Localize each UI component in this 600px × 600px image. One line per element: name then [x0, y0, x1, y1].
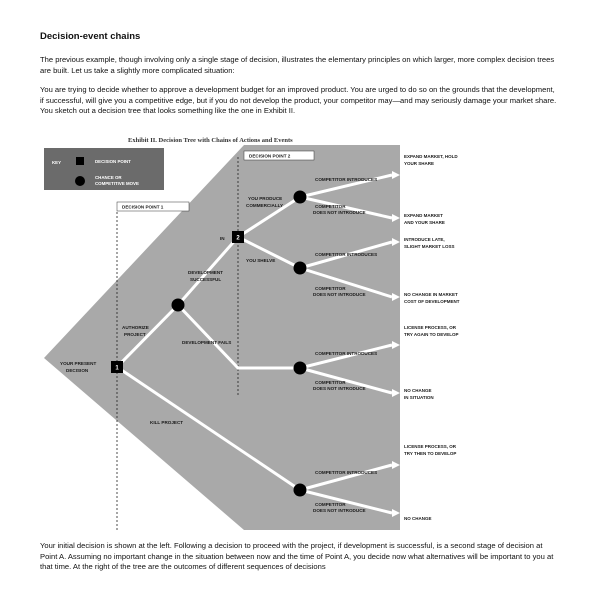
kill-project-label: KILL PROJECT	[150, 420, 184, 425]
authorize-project-label: AUTHORIZE	[122, 325, 149, 330]
competitor-not-label-2b: DOES NOT INTRODUCE	[313, 292, 366, 297]
decision-point-2-label: DECISION POINT 2	[249, 153, 291, 159]
key-chance-label: CHANCE OR	[95, 175, 122, 180]
decision-point-1-label: DECISION POINT 1	[122, 204, 164, 210]
chance-circle-icon	[75, 176, 85, 186]
paragraph-scenario: You are trying to decide whether to approve a development budget for an improved product. You are urged to do so on the grounds that the development, if successful, will give you a competitive edge, but if you do not develop the product, your competitor may—and may seriously damage your market share. You sketch out a decision tree that looks something like the one in Exhibit II.	[40, 85, 557, 115]
outcome-2: EXPAND MARKET	[404, 213, 443, 218]
competitor-not-label-3b: DOES NOT INTRODUCE	[313, 386, 366, 391]
outcome-2b: AND YOUR SHARE	[404, 220, 445, 225]
development-successful-label: DEVELOPMENT	[188, 270, 223, 275]
key-box	[44, 148, 164, 190]
decision-node-2-label: 2	[236, 235, 240, 242]
chance-node-kill	[294, 484, 307, 497]
competitor-introduces-label-2: COMPETITOR INTRODUCES	[315, 252, 378, 257]
outcome-1: EXPAND MARKET, HOLD	[404, 154, 458, 159]
chance-node-dev-fails	[294, 362, 307, 375]
competitor-introduces-label-4: COMPETITOR INTRODUCES	[315, 470, 378, 475]
authorize-project-label-2: PROJECT	[124, 332, 146, 337]
outcome-3b: SLIGHT MARKET LOSS	[404, 244, 455, 249]
exhibit-title: Exhibit II. Decision Tree with Chains of Actions and Events	[128, 137, 293, 144]
decision-node-1-label: 1	[115, 365, 119, 372]
outcome-5: LICENSE PROCESS, OR	[404, 325, 457, 330]
section-heading: Decision-event chains	[40, 31, 141, 42]
competitor-not-label-3: COMPETITOR	[315, 380, 346, 385]
outcome-3: INTRODUCE LATE,	[404, 237, 445, 242]
competitor-not-label-4b: DOES NOT INTRODUCE	[313, 508, 366, 513]
paragraph-intro: The previous example, though involving only a single stage of decision, illustrates the elementary principles on which larger, more complex decision trees are built. Let us take a slightly more complicated situation:	[40, 55, 555, 75]
outcome-6: NO CHANGE	[404, 388, 432, 393]
chance-node-shelve	[294, 262, 307, 275]
you-shelve-label: YOU SHELVE	[246, 258, 276, 263]
outcome-7b: TRY THEN TO DEVELOP	[404, 451, 457, 456]
you-produce-label: YOU PRODUCE	[248, 196, 283, 201]
you-produce-label-2: COMMERCIALLY	[246, 203, 284, 208]
outcome-7: LICENSE PROCESS, OR	[404, 444, 457, 449]
competitor-introduces-label-3: COMPETITOR INTRODUCES	[315, 351, 378, 356]
chance-node-development	[172, 299, 185, 312]
decision-point-square-icon	[76, 157, 84, 165]
competitor-not-label-4: COMPETITOR	[315, 502, 346, 507]
competitor-not-label-2: COMPETITOR	[315, 286, 346, 291]
outcome-6b: IN SITUATION	[404, 395, 434, 400]
your-present-decision-label-2: DECISION	[66, 368, 89, 373]
development-successful-label-2: SUCCESSFUL	[190, 277, 222, 282]
chance-node-produce	[294, 191, 307, 204]
your-present-decision-label: YOUR PRESENT	[60, 361, 97, 366]
paragraph-explanation: Your initial decision is shown at the left. Following a decision to proceed with the project, if development is successful, is a second stage of decision at Point A. Assuming no important change in the situation between now and the time of Point A, you decide now what alternatives will be important to you at that time. At the right of the tree are the outcomes of different sequences of decisions	[40, 541, 554, 571]
in-label: IN	[220, 236, 225, 241]
development-fails-label: DEVELOPMENT FAILS	[182, 340, 232, 345]
outcome-4b: COST OF DEVELOPMENT	[404, 299, 460, 304]
outcome-4: NO CHANGE IN MARKET	[404, 292, 458, 297]
outcome-5b: TRY AGAIN TO DEVELOP	[404, 332, 459, 337]
key-title: KEY	[52, 160, 62, 165]
key-decision-point-label: DECISION POINT	[95, 159, 131, 164]
outcome-8: NO CHANGE	[404, 516, 432, 521]
competitor-not-label-1b: DOES NOT INTRODUCE	[313, 210, 366, 215]
competitor-introduces-label-1: COMPETITOR INTRODUCES	[315, 177, 378, 182]
outcome-1b: YOUR SHARE	[404, 161, 435, 166]
competitor-not-label-1: COMPETITOR	[315, 204, 346, 209]
key-chance-label-2: COMPETITIVE MOVE	[95, 181, 139, 186]
